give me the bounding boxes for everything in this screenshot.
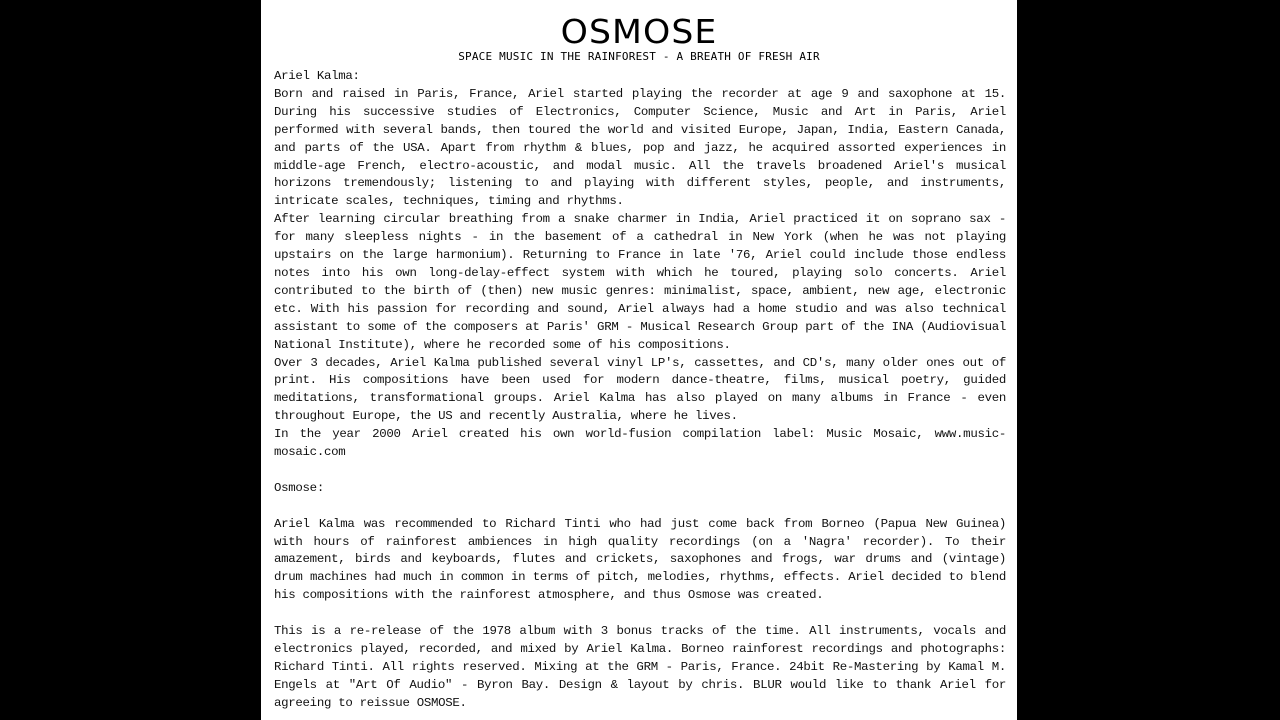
artist-heading: Ariel Kalma: [274, 69, 360, 83]
credits-paragraph: This is a re-release of the 1978 album with 3 bonus tracks of the time. All instruments, vocals and electronics played, recorded, and mixed by Ariel Kalma. Borneo rainforest recordings and photographs: Richard Tinti. All rights reserved. Mixing at the GRM - Paris, France. 24bit Re-Mastering by Kamal M. Engels at "Art Of Audio" - Byron Bay. Design & layout by chris. BLUR would like to thank Ariel for agreeing to reissue OSMOSE. [274, 624, 1006, 710]
spacer [274, 605, 1006, 623]
document-body [274, 68, 1006, 713]
osmose-heading: Osmose: [274, 480, 324, 495]
artist-paragraph: In the year 2000 Ariel created his own world-fusion compilation label: Music Mosaic, www.music-mosaic.com [274, 427, 1006, 460]
document-page [261, 0, 1017, 720]
spacer [274, 462, 1006, 480]
page-subtitle: SPACE MUSIC IN THE RAINFOREST - A BREATH OF FRESH AIR [458, 50, 820, 63]
artist-paragraph: Born and raised in Paris, France, Ariel started playing the recorder at age 9 and saxophone at 15. During his successive studies of Electronics, Computer Science, Music and Art in Paris, Ariel performed with several bands, then toured the world and visited Europe, Japan, India, Eastern Canada, and parts of the USA. Apart from rhythm & blues, pop and jazz, he acquired assorted experiences in middle-age French, electro-acoustic, and modal music. All the travels broadened Ariel's musical horizons tremendously; listening to and playing with different styles, people, and instruments, intricate scales, techniques, timing and rhythms. [274, 86, 1006, 209]
spacer [274, 498, 1006, 516]
artist-paragraph: After learning circular breathing from a snake charmer in India, Ariel practiced it on soprano sax - for many sleepless nights - in the basement of a cathedral in New York (when he was not playing upstairs on the large harmonium). Returning to France in late '76, Ariel could include those endless notes into his own long-delay-effect system with which he toured, playing solo concerts. Ariel contributed to the birth of (then) new music genres: minimalist, space, ambient, new age, electronic etc. With his passion for recording and sound, Ariel always had a home studio and was also technical assistant to some of the composers at Paris' GRM - Musical Research Group part of the INA (Audiovisual National Institute), where he recorded some of his compositions. [274, 212, 1006, 352]
artist-paragraph: Over 3 decades, Ariel Kalma published several vinyl LP's, cassettes, and CD's, many older ones out of print. His compositions have been used for modern dance-theatre, films, musical poetry, guided meditations, transformational groups. Ariel Kalma has also played on many albums in France - even throughout Europe, the US and recently Australia, where he lives. [274, 355, 1006, 424]
osmose-paragraph: Ariel Kalma was recommended to Richard Tinti who had just come back from Borneo (Papua New Guinea) with hours of rainforest ambiences in high quality recordings (on a 'Nagra' recorder). To their amazement, birds and keyboards, flutes and crickets, saxophones and frogs, war drums and (vintage) drum machines had much in common in terms of pitch, melodies, rhythms, effects. Ariel decided to blend his compositions with the rainforest atmosphere, and thus Osmose was created. [274, 516, 1006, 603]
page-title: OSMOSE [560, 12, 718, 51]
